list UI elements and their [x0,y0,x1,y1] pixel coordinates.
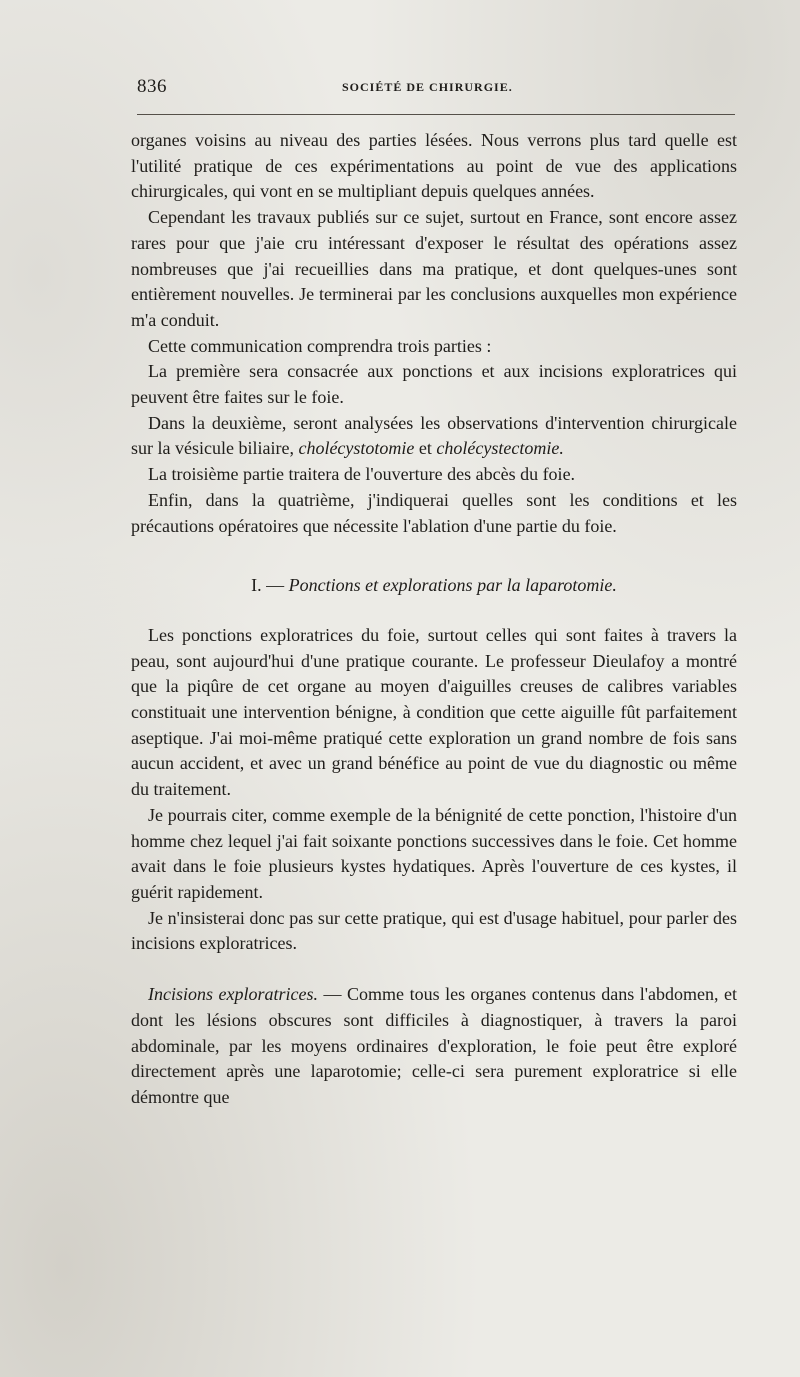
paragraph-5-text: Dans la deuxième, seront analysées les observations d'intervention chirurgicale sur la vésicule biliaire, [131,412,737,459]
paragraph-4: La première sera consacrée aux ponctions et aux incisions exploratrices qui peuvent être faites sur le foie. [131,361,737,408]
section-heading [131,573,737,599]
paragraph-7: Enfin, dans la quatrième, j'indiquerai quelles sont les conditions et les précautions opératoires que nécessite l'ablation d'une partie du foie. [131,489,737,536]
section-numeral: I. — [251,575,285,596]
subheading-incisions: Incisions exploratrices. [148,984,318,1005]
body-text [131,128,737,1111]
paragraph-10: Je n'insisterai donc pas sur cette pratique, qui est d'usage habituel, pour parler des incisions exploratrices. [131,907,737,954]
paragraph-9: Je pourrais citer, comme exemple de la bénignité de cette ponction, l'histoire d'un homme chez lequel j'ai fait soixante ponctions successives dans le foie. Cet homme avait dans le foie plusieurs kystes hydatiques. Après l'ouverture de ces kystes, il guérit rapidement. [131,804,737,902]
paragraph-11 [131,982,737,1111]
page-header [137,76,737,104]
page-number: 836 [137,76,167,97]
term-cholecystotomie: cholécystotomie [298,438,415,459]
paragraph-6: La troisième partie traitera de l'ouverture des abcès du foie. [148,464,576,485]
paragraph-2: Cependant les travaux publiés sur ce sujet, surtout en France, sont encore assez rares pour que j'aie cru intéressant d'exposer le résultat des opérations assez nombreuses que j'ai recueillies dans ma pratique, et dont quelques-unes sont entièrement nouvelles. Je terminerai par les conclusions auxquelles mon expérience m'a conduit. [131,207,737,330]
header-rule [137,114,735,115]
paragraph-5-and: et [418,438,432,459]
section-title: Ponctions et explorations par la laparotomie. [288,575,617,596]
paragraph-3: Cette communication comprendra trois parties : [148,335,492,356]
paragraph-8: Les ponctions exploratrices du foie, surtout celles qui sont faites à travers la peau, sont aujourd'hui d'une pratique courante. Le professeur Dieulafoy a montré que la piqûre de cet organe au moyen d'aiguilles creuses de calibres variables constituait une intervention bénigne, à condition que cette aiguille fût parfaitement aseptique. J'ai moi-même pratiqué cette exploration un grand nombre de fois sans aucun accident, et avec un grand bénéfice au point de vue du diagnostic ou même du traitement. [131,624,737,800]
paragraph-1: organes voisins au niveau des parties lésées. Nous verrons plus tard quelle est l'utilité pratique de ces expérimentations au point de vue des applications chirurgicales, qui vont en se multipliant depuis quelques années. [131,130,737,202]
paragraph-5 [131,411,737,462]
term-cholecystectomie: cholécystectomie. [436,438,564,459]
running-head: SOCIÉTÉ DE CHIRURGIE. [342,80,513,94]
paragraph-11-text: — Comme tous les organes contenus dans l'abdomen, et dont les lésions obscures sont difficiles à diagnostiquer, à travers la paroi abdominale, par les moyens ordinaires d'exploration, le foie peut être exploré directement après une laparotomie; celle-ci sera purement exploratrice si elle démontre que [131,984,738,1107]
